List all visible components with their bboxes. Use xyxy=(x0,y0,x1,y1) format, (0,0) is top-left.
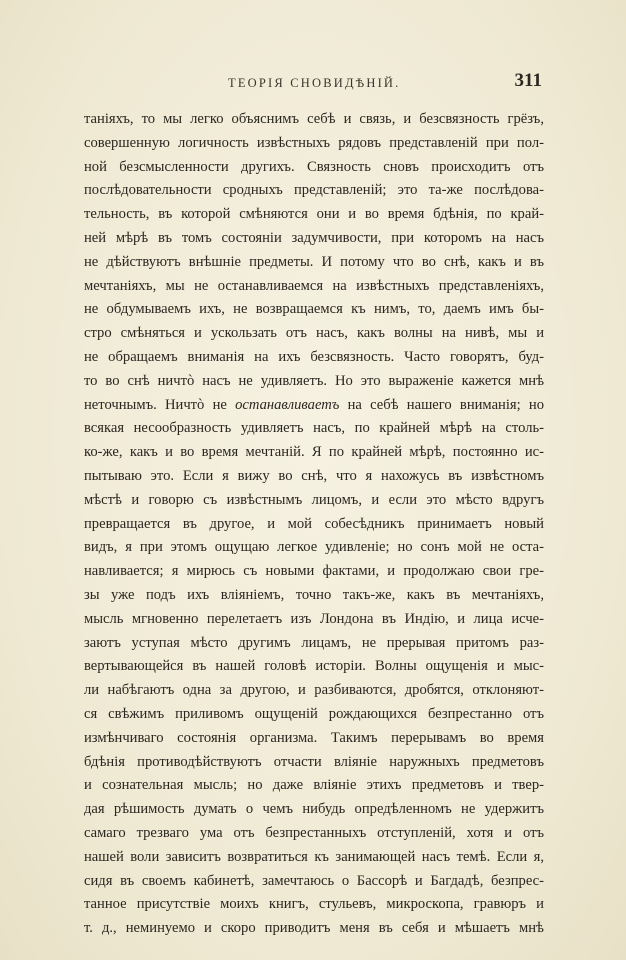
text-line: видъ, я при этомъ ощущаю легкое удивленіе; но сонъ мой не оста- xyxy=(84,539,544,556)
running-title: ТЕОРІЯ СНОВИДѢНІЙ. xyxy=(228,76,401,90)
text-line: ли набѣгаютъ одна за другою, и разбиваются, дробятся, отклоняют- xyxy=(84,682,544,699)
text-line: и сознательная мысль; но даже вліяніе этихъ предметовъ и твер- xyxy=(84,777,544,794)
text-line: послѣдовательности сродныхъ представленій; это та-же послѣдова- xyxy=(84,182,544,199)
text-line: таніяхъ, то мы легко объяснимъ себѣ и связь, и безсвязность грёзъ, xyxy=(84,111,544,127)
text-line: тельность, въ которой смѣняются они и во время бдѣнія, по край- xyxy=(84,206,544,223)
text-line: не обращаемъ вниманія на ихъ безсвязность. Часто говорятъ, буд- xyxy=(84,348,544,365)
text-line: пытываю это. Если я вижу во снѣ, что я нахожусь въ извѣстномъ xyxy=(84,467,544,484)
text-line: стро смѣняться и ускользать отъ насъ, какъ волны на нивѣ, мы и xyxy=(84,325,544,342)
text-line: измѣнчиваго состоянія организма. Такимъ перерывамъ во время xyxy=(84,729,544,746)
text-line: превращается въ другое, и мой собесѣдникъ принимаетъ новый xyxy=(84,515,544,532)
body-text xyxy=(84,108,544,941)
page-number: 311 xyxy=(514,70,542,91)
text-line xyxy=(84,394,544,418)
text-line: то во снѣ ничтò насъ не удивляетъ. Но это выраженіе кажется мнѣ xyxy=(84,372,544,389)
text-line: заютъ уступая мѣсто другимъ лицамъ, не прерывая притомъ раз- xyxy=(84,634,544,651)
text-line: сидя въ своемъ кабинетѣ, замечтаюсь о Бассорѣ и Багдадѣ, безпрес- xyxy=(84,872,544,889)
text-line: ней мѣрѣ въ томъ состояніи задумчивости, при которомъ на насъ xyxy=(84,229,544,246)
text-line: мысль мгновенно перелетаетъ изъ Лондона въ Индію, и лица исче- xyxy=(84,610,544,627)
text-line: дая рѣшимость думать о чемъ нибудь опредѣленномъ не удержитъ xyxy=(84,801,544,818)
text-line: мѣстѣ и говорю съ извѣстнымъ лицомъ, и если это мѣсто вдругъ xyxy=(84,491,544,508)
text-line: самаго трезваго ума отъ безпрестанныхъ отступленій, хотя и отъ xyxy=(84,824,544,841)
text-line: бдѣнія противодѣйствуютъ отчасти вліяніе наружныхъ предметовъ xyxy=(84,753,544,770)
text-line: совершенную логичность извѣстныхъ рядовъ представленій при пол- xyxy=(84,134,544,151)
text-segment: неточнымъ. Ничтò не xyxy=(84,396,236,413)
text-line: навливается; я мирюсь съ новыми фактами, и продолжаю свои гре- xyxy=(84,563,544,580)
text-line: не дѣйствуютъ внѣшніе предметы. И потому что во снѣ, какъ и въ xyxy=(84,253,544,270)
text-line: нашей воли зависитъ возвратиться къ занимающей насъ темѣ. Если я, xyxy=(84,848,544,865)
page-header xyxy=(84,70,544,94)
text-line: танное присутствіе моихъ книгъ, стульевъ, микроскопа, гравюръ и xyxy=(84,896,544,913)
text-line: ся свѣжимъ приливомъ ощущеній рождающихся безпрестанно отъ xyxy=(84,705,544,722)
text-line: не обдумываемъ ихъ, не возвращаемся къ нимъ, то, даемъ имъ бы- xyxy=(84,301,544,318)
text-line: всякая несообразность удивляетъ насъ, по крайней мѣрѣ на столь- xyxy=(84,420,544,437)
text-line: мечтаніяхъ, мы не останавливаемся на извѣстныхъ представленіяхъ, xyxy=(84,277,544,294)
text-line: ко-же, какъ и во время мечтаній. Я по крайней мѣрѣ, постоянно ис- xyxy=(84,444,544,461)
text-line: т. д., неминуемо и скоро приводитъ меня въ себя и мѣшаетъ мнѣ xyxy=(84,920,544,937)
text-line: вертывающейся въ нашей головѣ исторіи. Волны ощущенія и мыс- xyxy=(84,658,544,675)
text-line: ной безсмысленности другихъ. Связность сновъ происходитъ отъ xyxy=(84,158,544,175)
emphasized-word: останавливаетъ xyxy=(235,396,340,413)
text-line: зы уже подъ ихъ вліяніемъ, точно такъ-же, какъ въ мечтаніяхъ, xyxy=(84,586,544,603)
text-segment: на себѣ нашего вниманія; но xyxy=(339,396,544,413)
